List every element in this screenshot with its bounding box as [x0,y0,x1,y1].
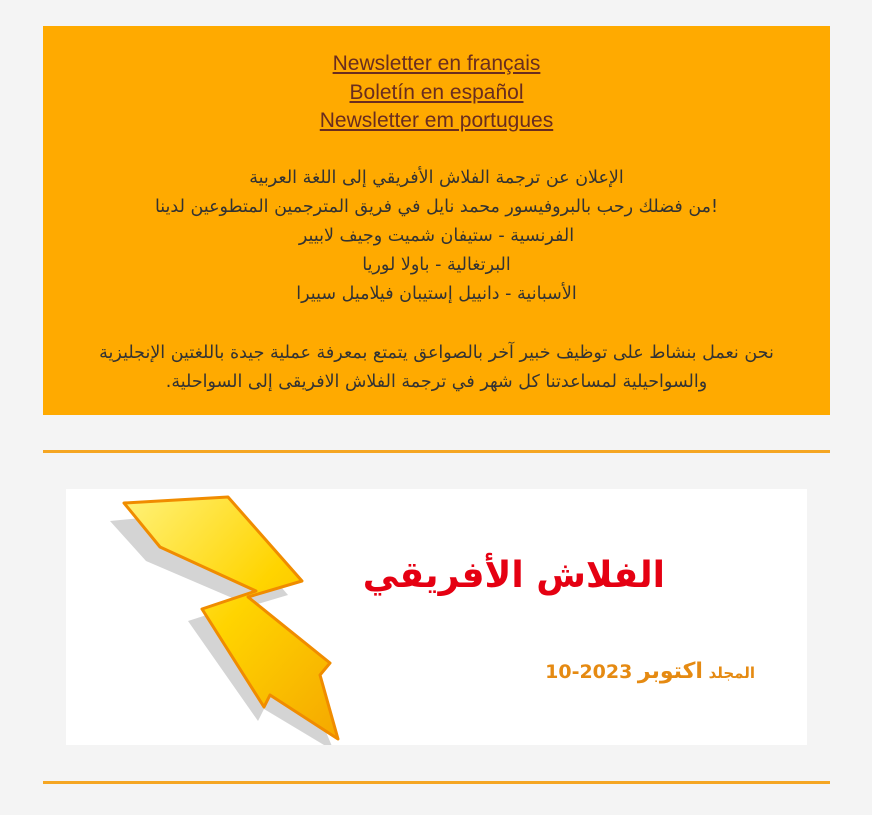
divider-top [43,450,830,453]
issue-month: اكتوبر [637,659,703,684]
announcement-line: !من فضلك رحب بالبروفيسور محمد نايل في فريق المترجمين المتطوعين لدينا [154,196,719,217]
recruitment-notice [43,339,830,397]
link-boletin-spanish[interactable]: Boletín en español [349,80,524,104]
announcement-box [43,26,830,415]
issue-label: المجلد [708,664,755,682]
issue-date: 2023-10 [545,661,633,683]
newsletter-banner [66,489,807,745]
banner-issue [545,659,755,684]
link-newsletter-french[interactable]: Newsletter en français [332,52,541,75]
lightning-bolt-icon [106,495,346,745]
language-links [43,50,830,136]
announcement-line: البرتغالية - باولا لوريا [362,254,511,275]
translation-announcement [43,164,830,309]
announcement-line: الأسبانية - دانييل إستيبان فيلاميل سييرا [296,283,577,304]
announcement-line: الفرنسية - ستيفان شميت وجيف لابيير [298,225,575,246]
divider-bottom [43,781,830,784]
announcement-line: الإعلان عن ترجمة الفلاش الأفريقي إلى اللغة العربية [249,167,624,188]
link-newsletter-portuguese[interactable]: Newsletter em portugues [319,109,554,132]
recruitment-text: نحن نعمل بنشاط على توظيف خبير آخر بالصواعق يتمتع بمعرفة عملية جيدة باللغتين الإنجليزية والسواحيلية لمساعدتنا كل شهر في ترجمة الفلاش الافريقى إلى السواحلية. [99,342,774,392]
banner-title: الفلاش الأفريقي [362,555,665,596]
